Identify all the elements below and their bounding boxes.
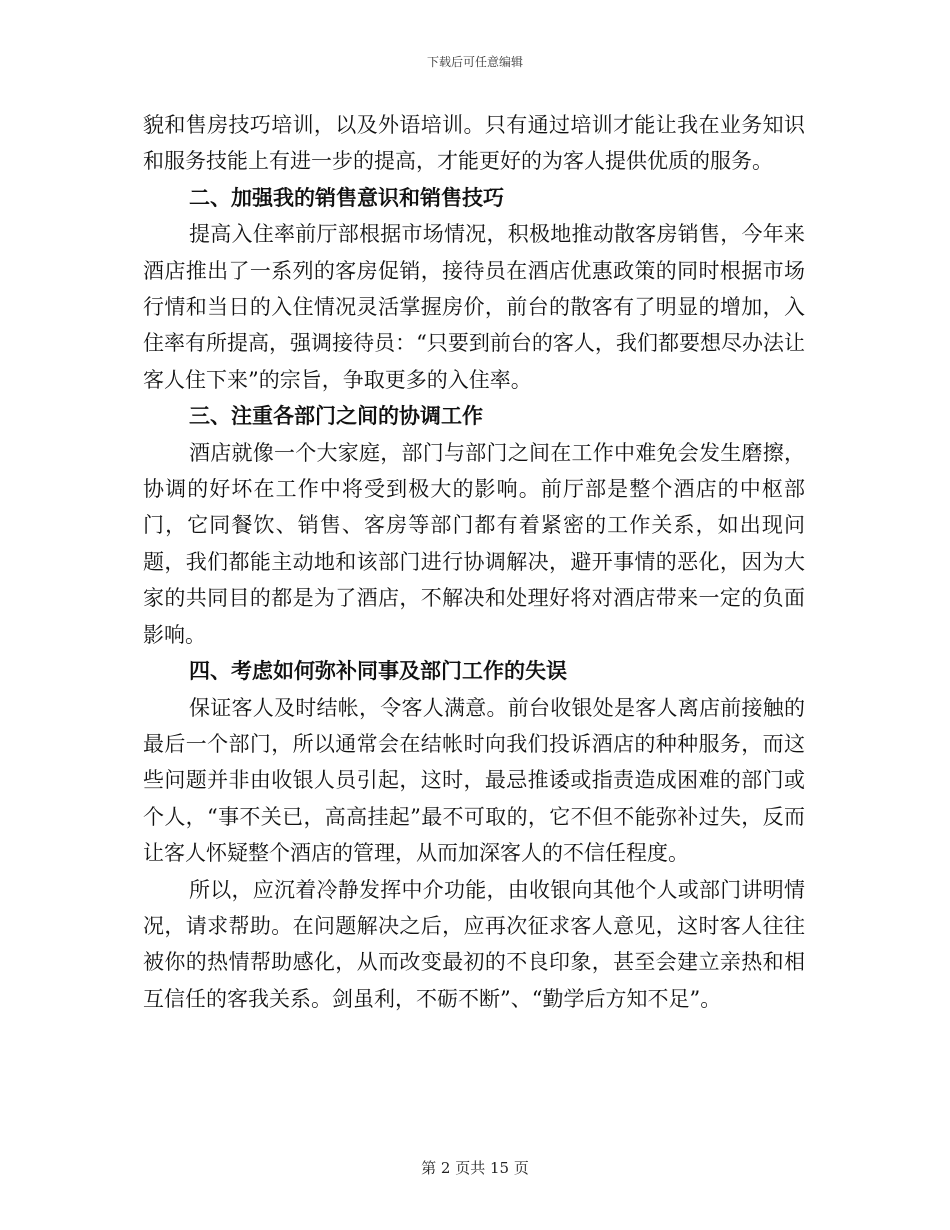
section-heading-coordination: 三、注重各部门之间的协调工作 xyxy=(189,403,483,429)
page-number: 第 2 页共 15 页 xyxy=(421,1159,529,1177)
section-heading-sales: 二、加强我的销售意识和销售技巧 xyxy=(189,184,504,210)
paragraph-sales: 提高入住率前厅部根据市场情况，积极地推动散客房销售，今年来酒店推出了一系列的客房促销，接待员在酒店优惠政策的同时根据市场行情和当日的入住情况灵活掌握房价，前台的散客有了明显的增加，入住率有所提高，强调接待员：“只要到前台的客人，我们都要想尽办法让客人住下来”的宗旨，争取更多的入住率。 xyxy=(143,222,805,392)
paragraph-coordination: 酒店就像一个大家庭，部门与部门之间在工作中难免会发生磨擦，协调的好坏在工作中将受到极大的影响。前厅部是整个酒店的中枢部门，它同餐饮、销售、客房等部门都有着紧密的工作关系，如出现问题，我们都能主动地和该部门进行协调解决，避开事情的恶化，因为大家的共同目的都是为了酒店，不解决和处理好将对酒店带来一定的负面影响。 xyxy=(143,440,805,647)
section-heading-mistakes: 四、考虑如何弥补同事及部门工作的失误 xyxy=(189,658,567,684)
paragraph-continued: 貌和售房技巧培训，以及外语培训。只有通过培训才能让我在业务知识和服务技能上有进一步的提高，才能更好的为客人提供优质的服务。 xyxy=(143,113,805,174)
paragraph-mediation: 所以，应沉着冷静发挥中介功能，由收银向其他个人或部门讲明情况，请求帮助。在问题解决之后，应再次征求客人意见，这时客人往往被你的热情帮助感化，从而改变最初的不良印象，甚至会建立亲热和相互信任的客我关系。剑虽利，不砺不断”、“勤学后方知不足”。 xyxy=(143,877,805,1011)
document-body xyxy=(143,107,805,1017)
paragraph-checkout: 保证客人及时结帐，令客人满意。前台收银处是客人离店前接触的最后一个部门，所以通常会在结帐时向我们投诉酒店的种种服务，而这些问题并非由收银人员引起，这时，最忌推诿或指责造成困难的部门或个人，“事不关已，高高挂起”最不可取的，它不但不能弥补过失，反而让客人怀疑整个酒店的管理，从而加深客人的不信任程度。 xyxy=(143,695,805,866)
page-header: 下载后可任意编辑 xyxy=(426,55,523,69)
